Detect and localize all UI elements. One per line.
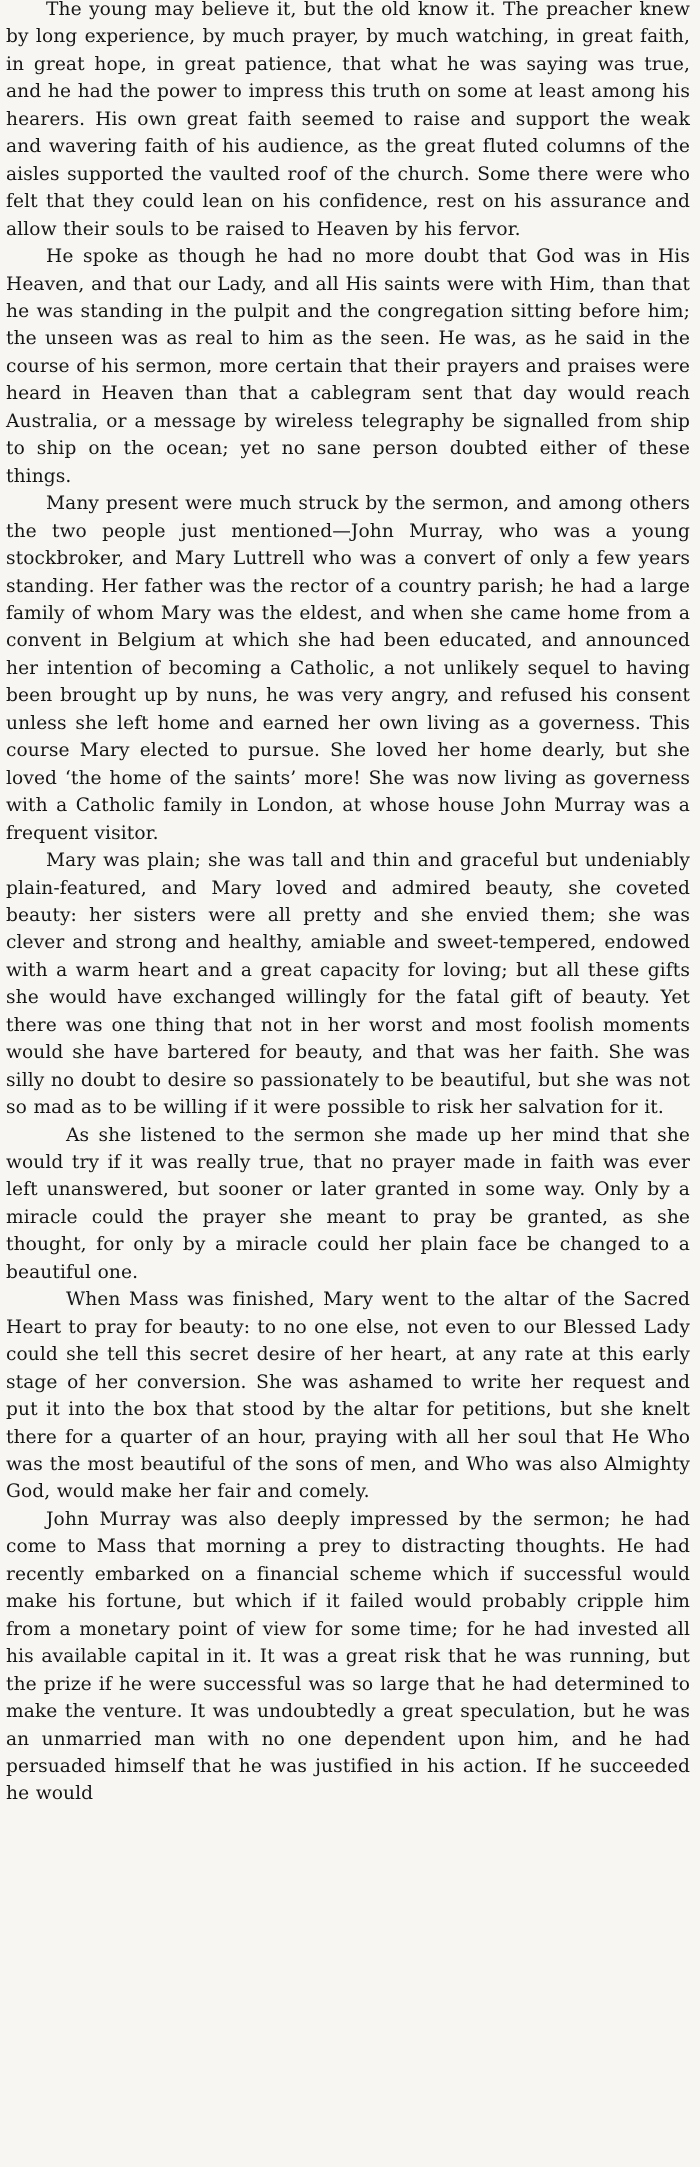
article-column (6, 0, 690, 1808)
paragraph-1: The young may believe it, but the old know it. The preacher knew by long experience, by much prayer, by much watching, in great faith, in great hope, in great patience, that what he was saying was true, and he had the power to impress this truth on some at least among his hearers. His own great faith seemed to raise and support the weak and wavering faith of his audience, as the great fluted columns of the aisles supported the vaulted roof of the church. Some there were who felt that they could lean on his confidence, rest on his assurance and allow their souls to be raised to Heaven by his fervor. (6, 0, 690, 240)
paragraph-2: He spoke as though he had no more doubt that God was in His Heaven, and that our Lady, and all His saints were with Him, than that he was standing in the pulpit and the congregation sitting before him; the unseen was as real to him as the seen. He was, as he said in the course of his sermon, more certain that their prayers and praises were heard in Heaven than that a cablegram sent that day would reach Australia, or a message by wireless telegraphy be signalled from ship to ship on the ocean; yet no sane person doubted either of these things. (6, 246, 690, 487)
paragraph-4: Mary was plain; she was tall and thin and graceful but undeniably plain-featured, and Mary loved and admired beauty, she coveted beauty: her sisters were all pretty and she envied them; she was clever and strong and healthy, amiable and sweet-tempered, endowed with a warm heart and a great capacity for loving; but all these gifts she would have exchanged willingly for the fatal gift of beauty. Yet there was one thing that not in her worst and most foolish moments would she have bartered for beauty, and that was her faith. She was silly no doubt to desire so passionately to be beautiful, but she was not so mad as to be willing if it were possible to risk her salvation for it. (6, 850, 690, 1119)
paragraph-7: John Murray was also deeply impressed by the sermon; he had come to Mass that morning a prey to distracting thoughts. He had recently embarked on a financial scheme which if successful would make his fortune, but which if it failed would probably cripple him from a monetary point of view for some time; for he had invested all his available capital in it. It was a great risk that he was running, but the prize if he were successful was so large that he had determined to make the venture. It was undoubtedly a great speculation, but he was an unmarried man with no one dependent upon him, and he had persuaded himself that he was justified in his action. If he succeeded he would (6, 1508, 690, 1805)
paragraph-6: When Mass was finished, Mary went to the altar of the Sacred Heart to pray for beauty: to no one else, not even to our Blessed Lady could she tell this secret desire of her heart, at any rate at this early stage of her conversion. She was ashamed to write her request and put it into the box that stood by the altar for petitions, but she knelt there for a quarter of an hour, praying with all her soul that He Who was the most beautiful of the sons of men, and Who was also Almighty God, would make her fair and comely. (6, 1289, 690, 1503)
paragraph-5: As she listened to the sermon she made up her mind that she would try if it was really true, that no prayer made in faith was ever left unanswered, but sooner or later granted in some way. Only by a miracle could the prayer she meant to pray be granted, as she thought, for only by a miracle could her plain face be changed to a beautiful one. (6, 1124, 690, 1283)
paragraph-3: Many present were much struck by the sermon, and among others the two people just mentioned—John Murray, who was a young stockbroker, and Mary Luttrell who was a convert of only a few years standing. Her father was the rector of a country parish; he had a large family of whom Mary was the eldest, and when she came home from a convent in Belgium at which she had been educated, and announced her intention of becoming a Catholic, a not unlikely sequel to having been brought up by nuns, he was very angry, and refused his consent unless she left home and earned her own living as a governess. This course Mary elected to pursue. She loved her home dearly, but she loved ‘the home of the saints’ more! She was now living as governess with a Catholic family in London, at whose house John Murray was a frequent visitor. (6, 493, 690, 844)
